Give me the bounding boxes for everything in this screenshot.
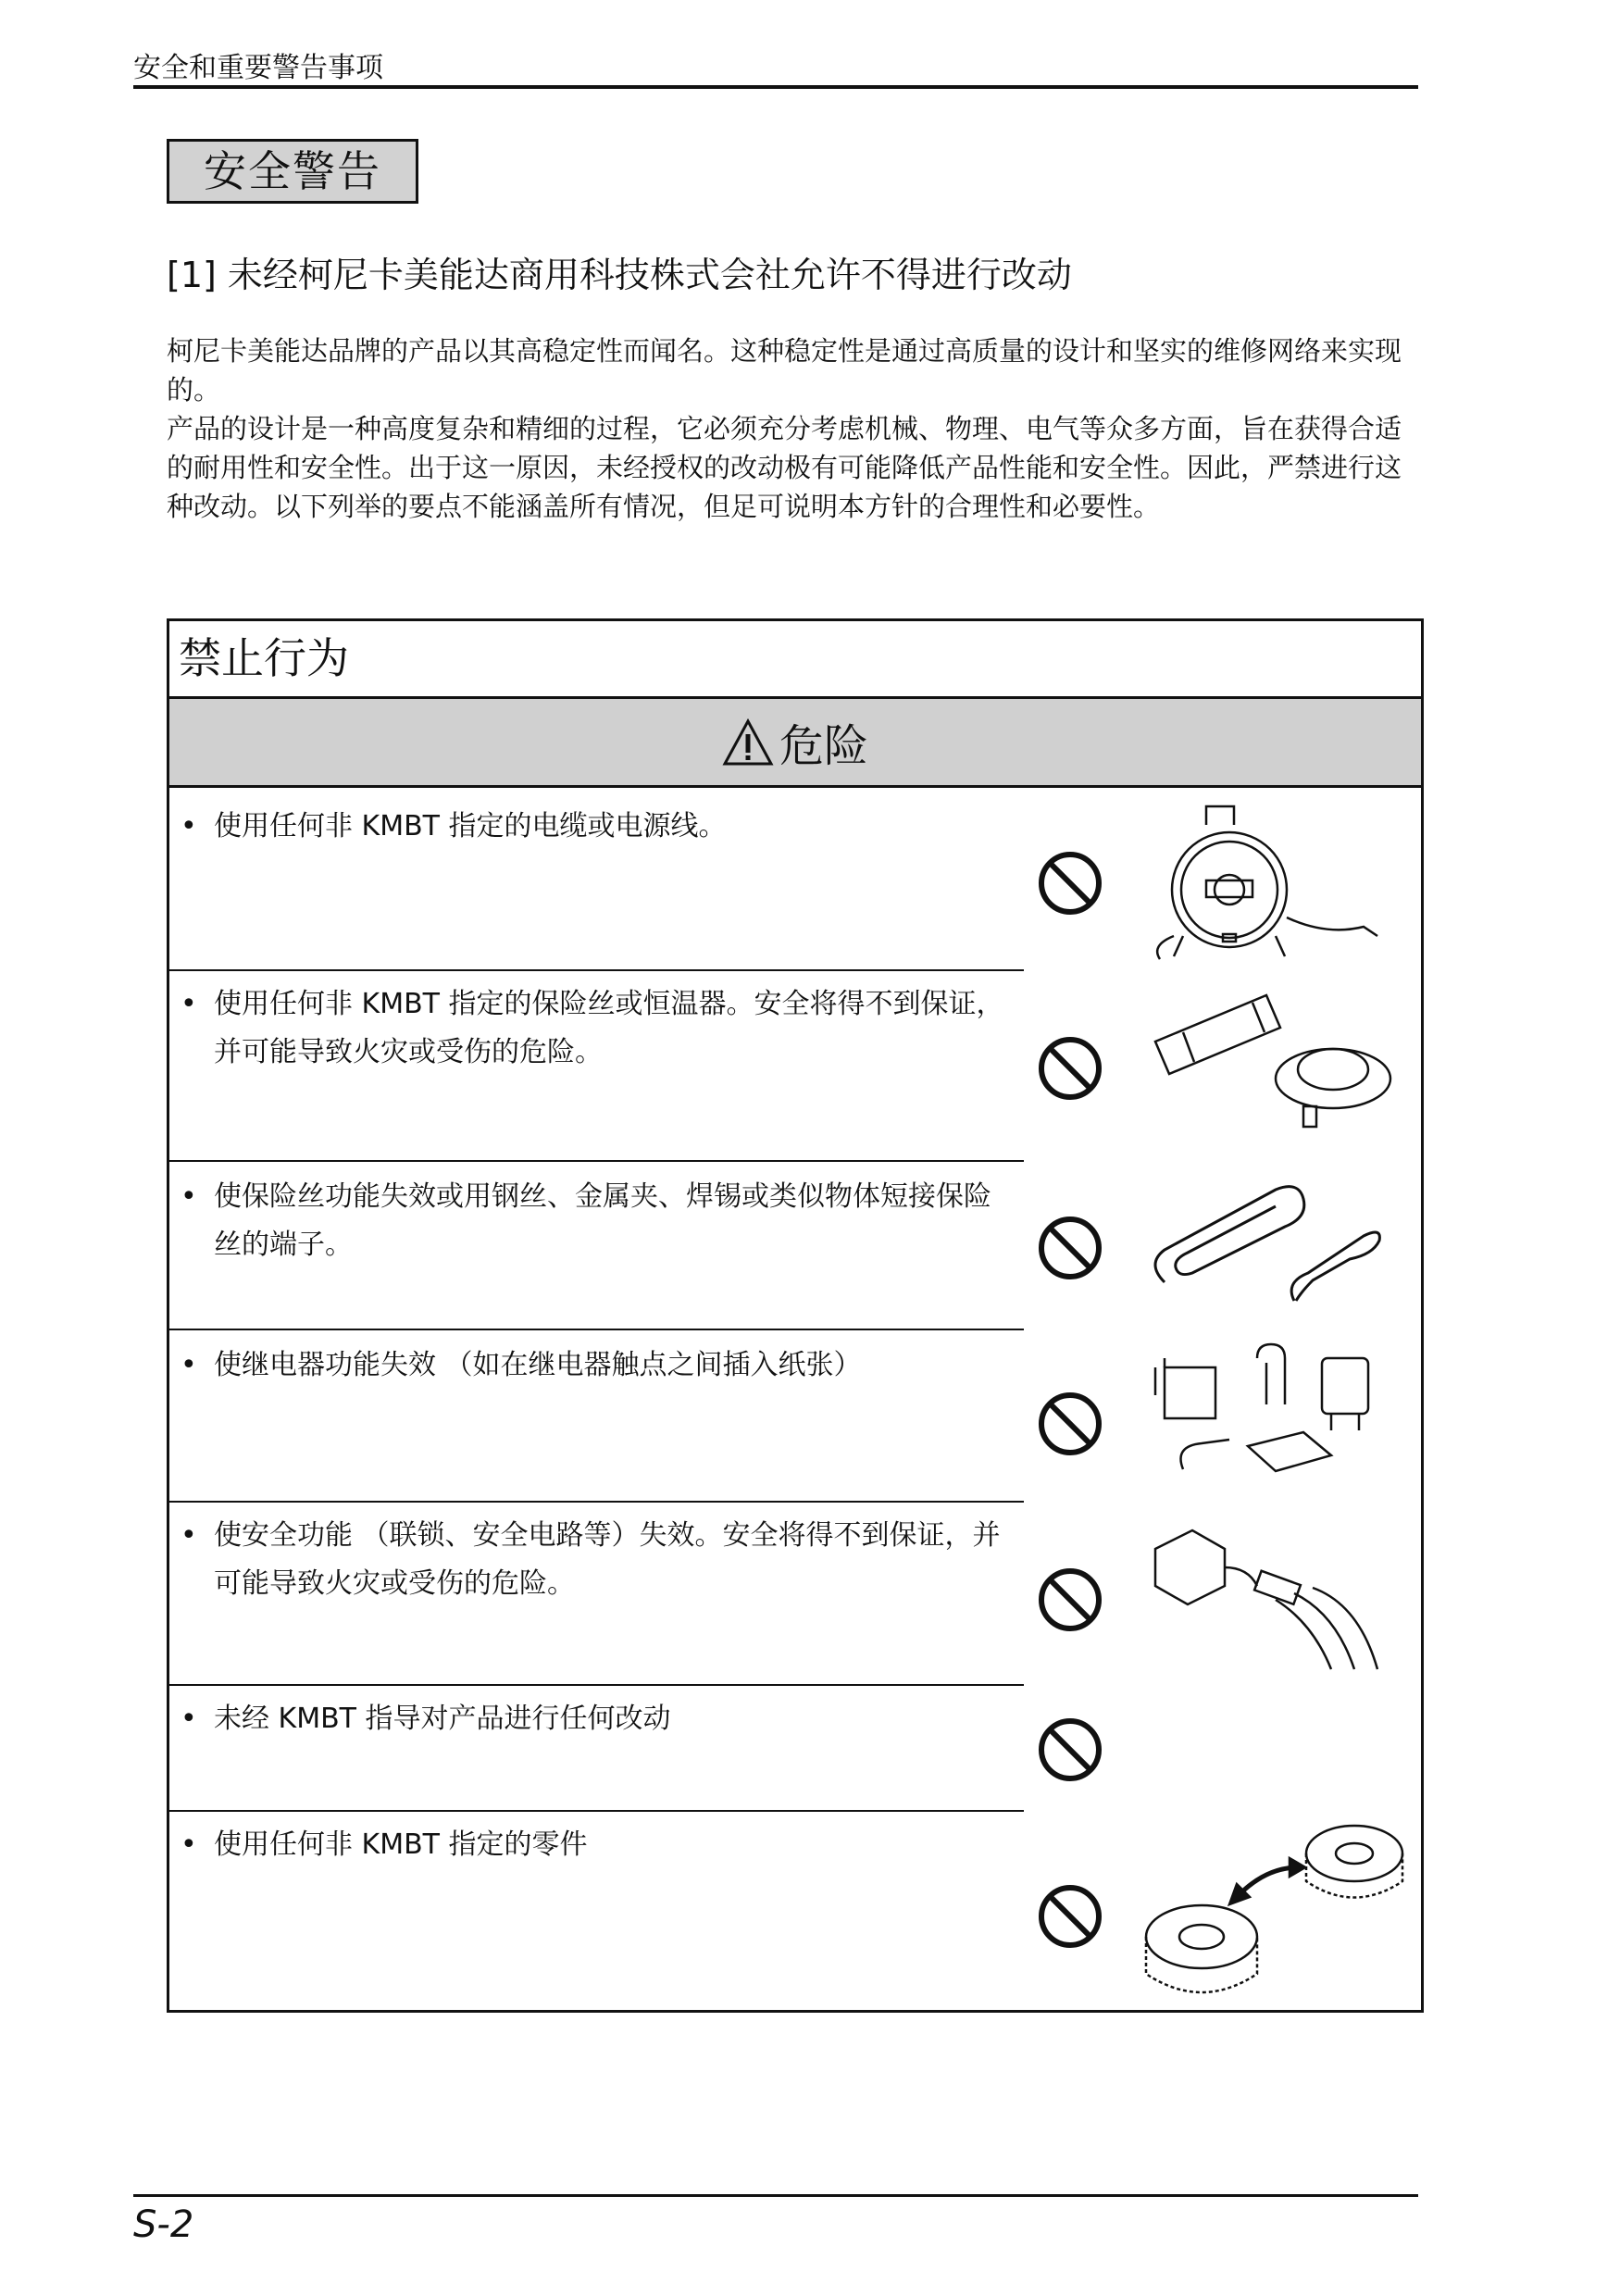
section-title: 安全警告 (167, 139, 418, 204)
cable-reel-icon (1141, 797, 1401, 964)
paper-clip-icon (1137, 1171, 1414, 1319)
bullet: • (181, 1180, 197, 1213)
intro-paragraph-2: 产品的设计是一种高度复杂和精细的过程，它必须充分考虑机械、物理、电气等众多方面，旨在获得合适的耐用性和安全性。出于这一原因，未经授权的改动极有可能降低产品性能和安全性。因此，严禁进行这种改动。以下列举的要点不能涵盖所有情况，但足可说明本方针的合理性和必要性。 (167, 413, 1402, 522)
prohibition-icon (1038, 1717, 1103, 1782)
intro-text (167, 331, 1426, 526)
table-row (169, 788, 1421, 969)
prohibition-icon (1038, 851, 1103, 916)
bullet: • (181, 1703, 197, 1735)
running-header: 安全和重要警告事项 (133, 52, 383, 84)
prohibition-icon (1038, 1391, 1103, 1456)
bullet: • (181, 810, 197, 842)
table-row (169, 1162, 1421, 1329)
table-row (169, 971, 1421, 1160)
bullet: • (181, 1349, 197, 1381)
bullet: • (181, 1519, 197, 1552)
prohibition-icon (1038, 1216, 1103, 1280)
relay-icon (1137, 1340, 1414, 1497)
prohibited-actions-table (167, 618, 1424, 2013)
table-row (169, 1330, 1421, 1501)
danger-bar (169, 699, 1421, 788)
row-text: 使用任何非 KMBT 指定的保险丝或恒温器。安全将得不到保证，并可能导致火灾或受伤的危险。 (214, 988, 1004, 1068)
danger-label: 危险 (779, 720, 868, 772)
row-text: 未经 KMBT 指导对产品进行任何改动 (214, 1703, 671, 1735)
bullet: • (181, 1828, 197, 1861)
row-text: 使安全功能 （联锁、安全电路等）失效。安全将得不到保证，并可能导致火灾或受伤的危险。 (214, 1519, 1001, 1600)
table-row (169, 1812, 1421, 2010)
row-text: 使保险丝功能失效或用钢丝、金属夹、焊锡或类似物体短接保险丝的端子。 (214, 1180, 991, 1261)
prohibition-icon (1038, 1036, 1103, 1101)
row-text: 使用任何非 KMBT 指定的电缆或电源线。 (214, 810, 727, 842)
table-title: 禁止行为 (169, 621, 1421, 699)
warning-triangle-icon (722, 718, 774, 767)
table-row (169, 1686, 1421, 1810)
prohibition-icon (1038, 1567, 1103, 1632)
row-text: 使继电器功能失效 （如在继电器触点之间插入纸张） (214, 1349, 862, 1381)
prohibition-icon (1038, 1884, 1103, 1949)
subsection-title: [1] 未经柯尼卡美能达商用科技株式会社允许不得进行改动 (167, 255, 1072, 295)
table-row (169, 1503, 1421, 1684)
footer-rule (133, 2194, 1418, 2197)
page-number: S-2 (133, 2203, 194, 2246)
gears-icon (1137, 1803, 1414, 2006)
row-text: 使用任何非 KMBT 指定的零件 (214, 1828, 588, 1861)
fuse-thermostat-icon (1137, 977, 1414, 1153)
bullet: • (181, 988, 197, 1020)
intro-paragraph-1: 柯尼卡美能达品牌的产品以其高稳定性而闻名。这种稳定性是通过高质量的设计和坚实的维修网络来实现的。 (167, 335, 1402, 406)
interlock-connector-icon (1137, 1512, 1405, 1678)
header-rule (133, 85, 1418, 89)
